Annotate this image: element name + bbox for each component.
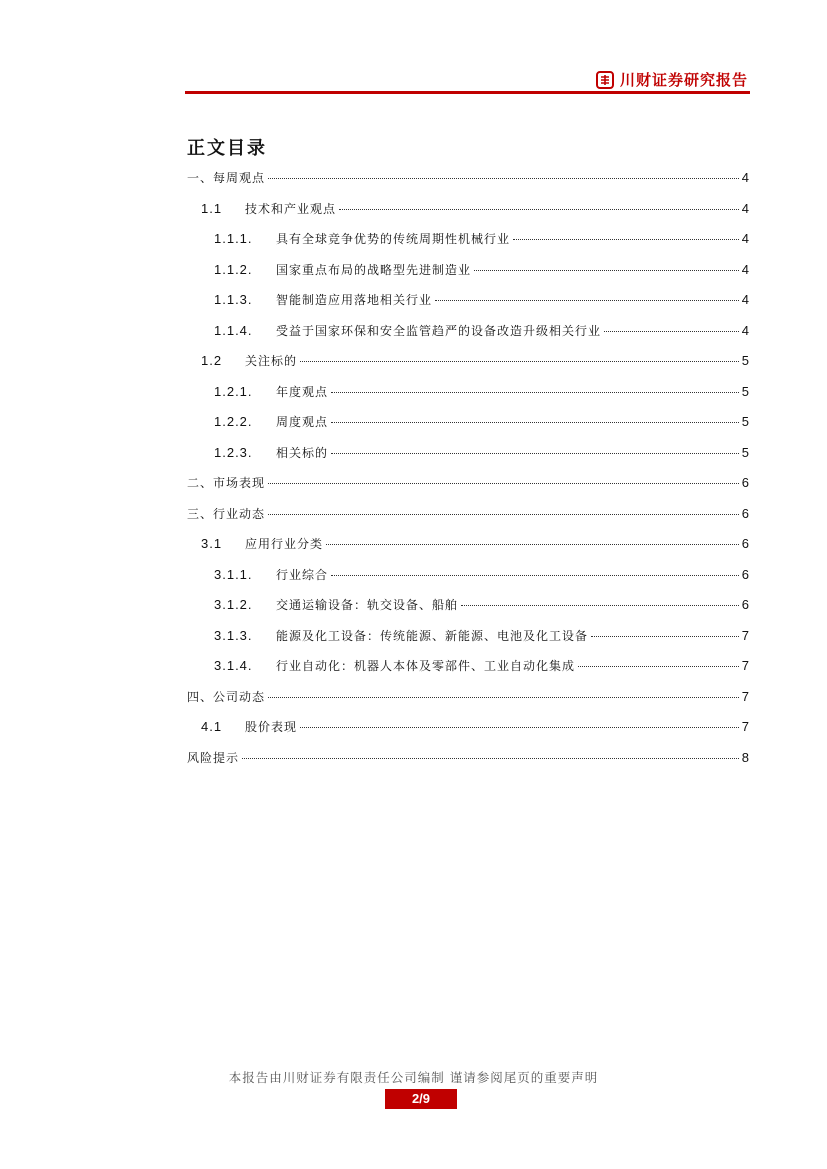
toc-entry-page: 4 — [741, 261, 749, 277]
toc-entry-title: 智能制造应用落地相关行业 — [276, 293, 433, 307]
toc-dot-leader — [331, 422, 739, 423]
header-rule — [185, 91, 750, 94]
toc-entry-number: 1.2 — [201, 353, 223, 368]
toc-entry-page: 6 — [741, 536, 749, 551]
toc-dot-leader — [300, 361, 739, 362]
toc-entry-page: 6 — [741, 505, 749, 521]
toc-entry-title: 应用行业分类 — [245, 537, 324, 551]
toc-entry[interactable] — [187, 473, 749, 504]
toc-entry-page: 6 — [741, 566, 749, 582]
toc-entry[interactable] — [187, 717, 749, 748]
toc-entry[interactable] — [187, 260, 749, 291]
toc-entry[interactable] — [187, 290, 749, 321]
toc-entry[interactable] — [187, 321, 749, 352]
toc-entry-title: 行业综合 — [276, 567, 329, 582]
toc-entry-number: 1.1.1. — [214, 231, 253, 246]
toc-entry-number: 1.1 — [201, 200, 223, 216]
toc-entry-page: 4 — [741, 200, 749, 216]
toc-entry-title: 技术和产业观点 — [245, 201, 337, 216]
toc-entry[interactable] — [187, 168, 749, 199]
toc-dot-leader — [268, 178, 739, 179]
toc-entry[interactable] — [187, 199, 749, 230]
brand-name: 川财证券研究报告 — [619, 71, 748, 89]
toc-entry-title: 行业动态 — [213, 506, 266, 521]
toc-entry[interactable] — [187, 443, 749, 474]
toc-entry-title: 股价表现 — [245, 720, 298, 734]
toc-entry-number: 1.1.3. — [214, 292, 253, 307]
toc-entry-number: 1.2.1. — [214, 383, 253, 399]
toc-entry[interactable] — [187, 351, 749, 382]
toc-entry-page: 7 — [741, 688, 749, 704]
toc-dot-leader — [331, 575, 739, 576]
toc-dot-leader — [591, 636, 739, 637]
toc-entry-number: 3.1.2. — [214, 597, 253, 612]
toc-entry-title: 国家重点布局的战略型先进制造业 — [276, 262, 472, 277]
toc-entry-page: 7 — [741, 627, 749, 643]
toc-entry-title: 周度观点 — [276, 415, 329, 429]
chuancai-logo-icon — [596, 71, 614, 89]
brand — [596, 69, 748, 90]
toc-dot-leader — [331, 453, 739, 454]
toc-title: 正文目录 — [187, 138, 267, 159]
toc-entry[interactable] — [187, 229, 749, 260]
toc-entry-page: 7 — [741, 658, 749, 673]
toc-entry-number: 3.1.4. — [214, 658, 253, 673]
toc-dot-leader — [326, 544, 739, 545]
toc-entry-title: 年度观点 — [276, 384, 329, 399]
toc-entry-page: 4 — [741, 231, 749, 246]
toc-entry-title: 关注标的 — [245, 354, 298, 368]
toc-entry-page: 5 — [741, 414, 749, 429]
toc-entry-title: 能源及化工设备：传统能源、新能源、电池及化工设备 — [276, 628, 589, 643]
toc-entry-number: 三、 — [187, 506, 214, 521]
toc-dot-leader — [604, 331, 739, 332]
toc-dot-leader — [474, 270, 739, 271]
toc-dot-leader — [268, 483, 739, 484]
toc-dot-leader — [242, 758, 739, 759]
toc-entry[interactable] — [187, 687, 749, 718]
toc-entry-page: 8 — [741, 749, 749, 765]
toc-entry-page: 6 — [741, 597, 749, 612]
page-header — [185, 62, 750, 96]
toc-dot-leader — [435, 300, 739, 301]
toc-entry-number: 一、 — [187, 171, 214, 185]
toc-entry-page: 4 — [741, 322, 749, 338]
toc-entry[interactable] — [187, 748, 749, 779]
toc-entry-number: 1.2.2. — [214, 414, 253, 429]
toc-entry[interactable] — [187, 595, 749, 626]
toc-entry-number: 四、 — [187, 689, 214, 704]
toc-entry-title: 受益于国家环保和安全监管趋严的设备改造升级相关行业 — [276, 323, 602, 338]
toc-entry[interactable] — [187, 656, 749, 687]
toc-dot-leader — [268, 697, 739, 698]
toc-entry-page: 4 — [741, 292, 749, 307]
toc-entry-number: 二、 — [187, 476, 214, 490]
toc-entry-page: 5 — [741, 444, 749, 460]
toc-dot-leader — [331, 392, 739, 393]
toc-dot-leader — [513, 239, 739, 240]
page-number-badge: 2/9 — [385, 1089, 457, 1109]
toc-entry-title: 风险提示 — [187, 750, 240, 765]
toc-entry-title: 每周观点 — [213, 171, 266, 185]
toc-entry-title: 行业自动化：机器人本体及零部件、工业自动化集成 — [276, 659, 576, 673]
toc-entry[interactable] — [187, 504, 749, 535]
toc-dot-leader — [339, 209, 739, 210]
toc-entry[interactable] — [187, 534, 749, 565]
toc-dot-leader — [578, 666, 739, 667]
toc-entry-number: 3.1 — [201, 536, 223, 551]
toc-entry[interactable] — [187, 382, 749, 413]
toc-entry-title: 相关标的 — [276, 445, 329, 460]
toc-dot-leader — [300, 727, 739, 728]
toc-entry-number: 4.1 — [201, 719, 223, 734]
toc-entry-title: 市场表现 — [213, 476, 266, 490]
toc-entry-title: 交通运输设备：轨交设备、船舶 — [276, 598, 459, 612]
table-of-contents — [187, 168, 749, 778]
toc-entry-page: 4 — [741, 170, 749, 185]
toc-entry-number: 3.1.1. — [214, 566, 253, 582]
toc-entry-number: 3.1.3. — [214, 627, 253, 643]
footer-disclaimer: 本报告由川财证券有限责任公司编制 谨请参阅尾页的重要声明 — [228, 1070, 599, 1085]
toc-entry-page: 7 — [741, 719, 749, 734]
toc-entry-title: 公司动态 — [213, 689, 266, 704]
toc-entry[interactable] — [187, 412, 749, 443]
toc-entry[interactable] — [187, 565, 749, 596]
toc-entry-page: 5 — [741, 353, 749, 368]
toc-entry-page: 6 — [741, 475, 749, 490]
toc-entry[interactable] — [187, 626, 749, 657]
toc-entry-number: 1.1.4. — [214, 322, 253, 338]
toc-entry-title: 具有全球竞争优势的传统周期性机械行业 — [276, 232, 511, 246]
toc-entry-number: 1.1.2. — [214, 261, 253, 277]
toc-entry-page: 5 — [741, 383, 749, 399]
toc-dot-leader — [461, 605, 739, 606]
toc-entry-number: 1.2.3. — [214, 444, 253, 460]
toc-dot-leader — [268, 514, 739, 515]
